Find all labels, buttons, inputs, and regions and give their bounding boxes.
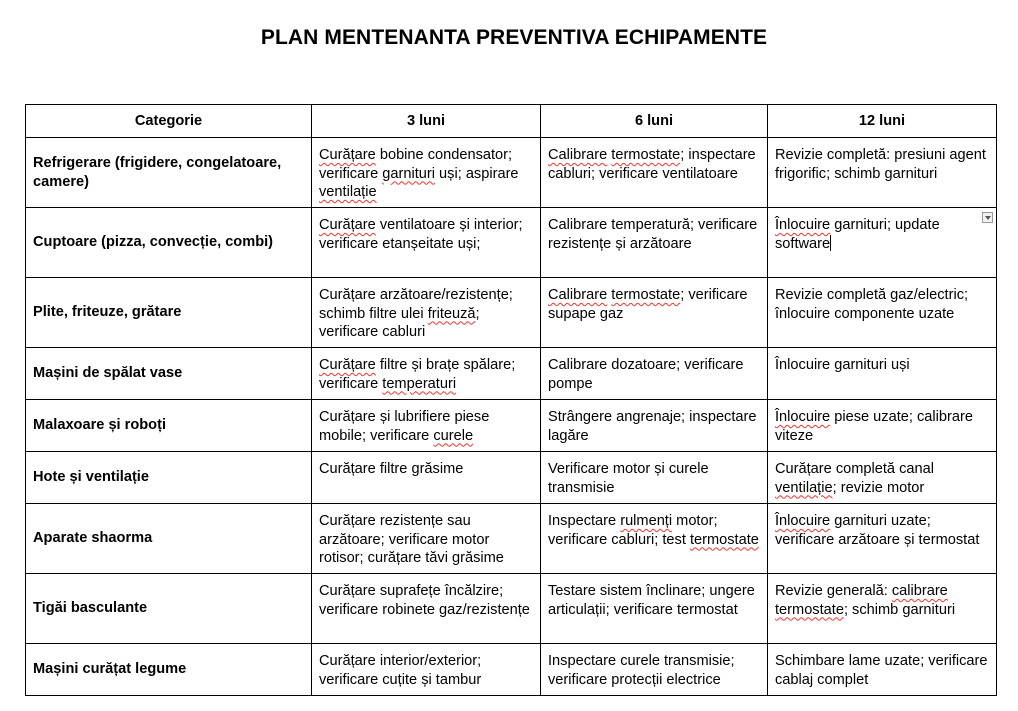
interval-cell-m12[interactable] <box>768 644 997 696</box>
interval-cell-m3[interactable] <box>312 348 541 400</box>
cell-text: Curățare și lubrifiere piese mobile; verificare <box>319 409 490 444</box>
cell-text: Curățare completă canal <box>775 461 934 477</box>
cell-text: Calibrare temperatură; verificare rezistențe și arzătoare <box>548 217 758 252</box>
category-cell[interactable]: Refrigerare (frigidere, congelatoare, camere) <box>26 138 312 208</box>
interval-cell-m12[interactable] <box>768 574 997 644</box>
interval-cell-m12[interactable] <box>768 400 997 452</box>
spellcheck-word: Calibrare <box>548 287 608 303</box>
category-cell[interactable]: Cuptoare (pizza, convecție, combi) <box>26 208 312 278</box>
spellcheck-word: termostate <box>611 287 681 303</box>
header-categorie[interactable]: Categorie <box>26 105 312 138</box>
interval-cell-m12[interactable] <box>768 504 997 574</box>
header-6-luni[interactable]: 6 luni <box>541 105 768 138</box>
spellcheck-word: Înlocuire <box>775 409 831 425</box>
spellcheck-word: ventilație <box>775 479 833 496</box>
table-row <box>26 278 997 348</box>
cell-text: ventilatoare și interior; verificare etanșeitate uși; <box>319 217 523 252</box>
interval-cell-m6[interactable] <box>541 348 768 400</box>
cell-text: Curățare arzătoare/rezistențe; schimb filtre ulei <box>319 287 513 322</box>
header-3-luni[interactable]: 3 luni <box>312 105 541 138</box>
interval-cell-m12[interactable] <box>768 348 997 400</box>
cell-text: Inspectare <box>548 513 621 529</box>
header-12-luni[interactable]: 12 luni <box>768 105 997 138</box>
interval-cell-m3[interactable] <box>312 452 541 504</box>
table-row <box>26 644 997 696</box>
cell-text: Calibrare dozatoare; verificare pompe <box>548 357 744 392</box>
category-cell[interactable]: Aparate shaorma <box>26 504 312 574</box>
interval-cell-m6[interactable] <box>541 504 768 574</box>
table-row <box>26 400 997 452</box>
category-cell[interactable]: Mașini curățat legume <box>26 644 312 696</box>
table-row <box>26 504 997 574</box>
spellcheck-word: termostate <box>611 147 681 163</box>
interval-cell-m3[interactable] <box>312 138 541 208</box>
cell-text: Revizie completă: presiuni agent frigorific; schimb garnituri <box>775 147 986 182</box>
interval-cell-m6[interactable] <box>541 574 768 644</box>
cell-text: ; verificare cabluri <box>319 305 480 340</box>
cell-text: Strângere angrenaje; inspectare lagăre <box>548 409 757 444</box>
cell-text: Curățare filtre grăsime <box>319 461 464 477</box>
table-header-row <box>26 105 997 138</box>
interval-cell-m6[interactable] <box>541 644 768 696</box>
spellcheck-word: rulmenți <box>620 513 673 529</box>
cell-text: uși; aspirare <box>435 165 519 182</box>
cell-text: bobine condensator; verificare <box>319 147 513 182</box>
spellcheck-word: Curățare <box>319 147 376 163</box>
interval-cell-m12[interactable] <box>768 278 997 348</box>
interval-cell-m12[interactable] <box>768 208 997 278</box>
cell-text: piese uzate; calibrare viteze <box>775 409 973 444</box>
category-cell[interactable]: Mașini de spălat vase <box>26 348 312 400</box>
interval-cell-m6[interactable] <box>541 452 768 504</box>
interval-cell-m6[interactable] <box>541 208 768 278</box>
spellcheck-word: Înlocuire <box>775 513 831 529</box>
table-row <box>26 138 997 208</box>
interval-cell-m3[interactable] <box>312 644 541 696</box>
interval-cell-m12[interactable] <box>768 138 997 208</box>
spellcheck-word: garnituri <box>382 165 435 182</box>
interval-cell-m12[interactable] <box>768 452 997 504</box>
cell-text: garnituri; update software <box>775 217 940 252</box>
document-title: PLAN MENTENANTA PREVENTIVA ECHIPAMENTE <box>260 26 768 49</box>
interval-cell-m3[interactable] <box>312 574 541 644</box>
interval-cell-m3[interactable] <box>312 504 541 574</box>
cell-text: Revizie generală: <box>775 583 892 599</box>
maintenance-table <box>25 104 997 696</box>
spellcheck-word: curele <box>433 427 474 444</box>
category-cell[interactable]: Malaxoare și roboți <box>26 400 312 452</box>
text-cursor <box>830 235 831 251</box>
spellcheck-word: termostate <box>689 531 759 548</box>
cell-text: ; verificare supape gaz <box>548 287 748 322</box>
table-row <box>26 348 997 400</box>
cell-text: ; schimb garnituri <box>843 601 956 618</box>
spellcheck-word: Înlocuire <box>775 217 831 233</box>
interval-cell-m6[interactable] <box>541 400 768 452</box>
spellcheck-word: Curățare <box>319 217 376 233</box>
category-cell[interactable]: Tigăi basculante <box>26 574 312 644</box>
interval-cell-m6[interactable] <box>541 138 768 208</box>
spellcheck-word: Curățare <box>319 357 376 373</box>
interval-cell-m6[interactable] <box>541 278 768 348</box>
cell-text: garnituri uzate; verificare arzătoare și termostat <box>775 513 980 548</box>
cell-text: Înlocuire garnituri uși <box>775 357 910 373</box>
chevron-down-icon[interactable] <box>982 212 993 223</box>
cell-text: Curățare suprafețe încălzire; verificare robinete gaz/rezistențe <box>319 583 530 618</box>
category-cell[interactable]: Plite, friteuze, grătare <box>26 278 312 348</box>
spellcheck-word: Calibrare <box>548 147 608 163</box>
cell-text: ; inspectare cabluri; verificare ventilatoare <box>548 147 756 182</box>
cell-text: filtre și brațe spălare; verificare <box>319 357 516 392</box>
cell-text: Schimbare lame uzate; verificare cablaj complet <box>775 653 988 688</box>
table-row <box>26 208 997 278</box>
spellcheck-word: temperaturi <box>382 375 457 392</box>
spellcheck-word: termostate <box>775 601 844 618</box>
cell-text: Revizie completă gaz/electric; înlocuire componente uzate <box>775 287 969 322</box>
cell-text: ; revizie motor <box>832 479 925 496</box>
spellcheck-word: ventilație <box>319 184 377 200</box>
cell-text: Verificare motor și curele transmisie <box>548 461 709 496</box>
table-row <box>26 574 997 644</box>
cell-text: Curățare rezistențe sau arzătoare; verificare motor rotisor; curățare tăvi grăsime <box>319 513 504 566</box>
cell-text: Testare sistem înclinare; ungere articulații; verificare termostat <box>548 583 755 618</box>
category-cell[interactable]: Hote și ventilație <box>26 452 312 504</box>
cell-text: motor; verificare cabluri; test <box>548 513 718 548</box>
interval-cell-m3[interactable] <box>312 208 541 278</box>
spellcheck-word: calibrare <box>891 583 948 599</box>
interval-cell-m3[interactable] <box>312 400 541 452</box>
cell-text: Curățare interior/exterior; verificare cuțite și tambur <box>319 653 482 688</box>
cell-text: Inspectare curele transmisie; verificare protecții electrice <box>548 653 735 688</box>
interval-cell-m3[interactable] <box>312 278 541 348</box>
spellcheck-word: friteuză <box>427 305 476 322</box>
table-row <box>26 452 997 504</box>
